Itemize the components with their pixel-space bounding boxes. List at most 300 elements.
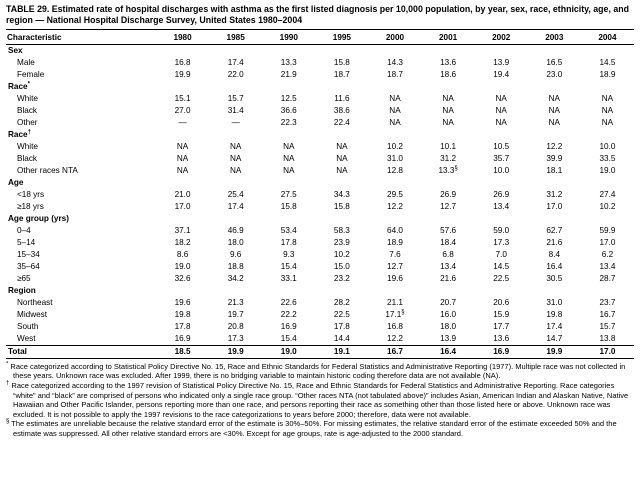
value-cell: NA <box>495 93 507 103</box>
data-row <box>6 273 634 285</box>
footnote-marker: * <box>6 361 9 368</box>
data-row <box>6 225 634 237</box>
value-cell <box>422 213 475 225</box>
value-cell: NA <box>283 165 295 175</box>
value-cell: 13.9 <box>440 333 457 343</box>
value-cell: 33.1 <box>280 273 297 283</box>
value-cell <box>368 129 421 141</box>
data-row <box>6 237 634 249</box>
value-cell: 10.2 <box>599 201 616 211</box>
value-cell: NA <box>601 117 614 127</box>
value-cell <box>368 285 421 297</box>
row-label: Black <box>17 153 38 163</box>
value-cell: 6.2 <box>601 249 614 259</box>
footnote-marker: § <box>401 309 405 316</box>
value-cell: 19.0 <box>262 345 315 358</box>
value-cell: 14.4 <box>333 333 350 343</box>
row-label: Sex <box>8 45 23 55</box>
row-label: 35–64 <box>17 261 40 271</box>
value-cell: 30.5 <box>546 273 563 283</box>
value-cell: 17.4 <box>546 321 563 331</box>
value-cell: 17.4 <box>227 201 244 211</box>
data-row <box>6 141 634 153</box>
row-label: White <box>17 141 38 151</box>
section-row <box>6 213 634 225</box>
row-label: 5–14 <box>17 237 36 247</box>
value-cell: 31.2 <box>440 153 457 163</box>
value-cell: 16.7 <box>368 345 421 358</box>
data-row <box>6 333 634 346</box>
value-cell: 8.4 <box>548 249 561 259</box>
value-cell <box>209 44 262 57</box>
value-cell: 18.7 <box>333 69 350 79</box>
value-cell: 29.5 <box>387 189 403 199</box>
data-row <box>6 57 634 69</box>
value-cell: 21.6 <box>440 273 457 283</box>
value-cell <box>581 81 634 93</box>
value-cell: 18.2 <box>174 237 191 247</box>
value-cell <box>368 44 421 57</box>
value-cell: 16.0 <box>440 309 457 319</box>
value-cell: 53.4 <box>280 225 297 235</box>
value-cell <box>315 177 368 189</box>
value-cell: 11.6 <box>334 93 350 103</box>
value-cell: 18.0 <box>227 237 244 247</box>
footnote: § The estimates are unreliable because the relative standard error of the estimate is 30%–50%. For missing estimates, the relative standard error of the estimate exceeded 50% and the estimate was suppressed. All other relative standard errors are <30%. Except for age groups, rate is age-adjusted to the 2000 standard. <box>6 418 617 438</box>
value-cell: NA <box>389 105 401 115</box>
table-title: TABLE 29. Estimated rate of hospital discharges with asthma as the first listed diagnosis per 10,000 population, by year, sex, race, ethnicity, age, and region — National Hospital Discharge Survey, United States 1980–2004 <box>6 4 634 30</box>
column-header-year: 1995 <box>315 31 368 45</box>
value-cell: 64.0 <box>387 225 403 235</box>
value-cell: 18.5 <box>156 345 209 358</box>
value-cell <box>475 213 528 225</box>
value-cell: NA <box>442 117 454 127</box>
value-cell: 25.4 <box>227 189 244 199</box>
footnote: † Race categorized according to the 1997 revision of Statistical Policy Directive No. 15, Race and Ethnic Standards for Federal Statistics and Administrative Reporting. Race categories “white” and “black” are comprised of persons who indicated only a single race group. “Other races NTA (not tabulated above)” includes Asian, American Indian and Alaskan Native, Native Hawaiian and Other Pacific Islander, persons reporting more than one race, and persons reporting their race as something other than those listed here or above. Unknown race was excluded. It is not possible to apply the 1997 revisions to the race categorizations to years before 2000; therefore, data were not available. <box>6 380 629 419</box>
value-cell: 16.4 <box>546 261 563 271</box>
value-cell: 17.1§ <box>385 309 405 319</box>
value-cell: 14.5 <box>599 57 616 67</box>
value-cell: 15.7 <box>227 93 244 103</box>
value-cell <box>581 177 634 189</box>
data-row <box>6 153 634 165</box>
value-cell: 18.4 <box>440 237 457 247</box>
value-cell <box>528 81 581 93</box>
value-cell: 37.1 <box>174 225 191 235</box>
row-label: Race† <box>8 129 31 139</box>
value-cell <box>209 177 262 189</box>
value-cell <box>156 177 209 189</box>
value-cell: 34.3 <box>333 189 350 199</box>
data-row <box>6 105 634 117</box>
value-cell <box>262 44 315 57</box>
column-header-year: 2002 <box>475 31 528 45</box>
value-cell: 12.2 <box>387 201 403 211</box>
value-cell: 13.3§ <box>438 165 458 175</box>
column-header-year: 2001 <box>422 31 475 45</box>
value-cell: 15.7 <box>599 321 616 331</box>
value-cell: 16.7 <box>599 309 616 319</box>
value-cell: 57.6 <box>440 225 457 235</box>
value-cell: 7.0 <box>495 249 507 259</box>
value-cell: NA <box>176 165 189 175</box>
value-cell: 16.8 <box>174 57 191 67</box>
data-row <box>6 297 634 309</box>
value-cell: 18.9 <box>387 237 403 247</box>
value-cell: NA <box>336 141 348 151</box>
value-cell <box>368 213 421 225</box>
row-label: West <box>17 333 36 343</box>
section-row <box>6 285 634 297</box>
value-cell: 27.4 <box>599 189 616 199</box>
value-cell: 14.3 <box>387 57 403 67</box>
value-cell: 7.6 <box>389 249 401 259</box>
value-cell: 19.8 <box>174 309 191 319</box>
value-cell <box>156 285 209 297</box>
value-cell: 17.7 <box>493 321 510 331</box>
value-cell: 22.0 <box>227 69 244 79</box>
value-cell: NA <box>283 153 295 163</box>
value-cell: 28.2 <box>333 297 350 307</box>
value-cell: NA <box>176 141 189 151</box>
value-cell: 13.4 <box>599 261 616 271</box>
value-cell: 20.7 <box>440 297 457 307</box>
value-cell: NA <box>176 153 189 163</box>
value-cell: NA <box>442 93 454 103</box>
data-row <box>6 117 634 129</box>
column-header-year: 2000 <box>368 31 421 45</box>
value-cell: 15.1 <box>174 93 191 103</box>
footnote-marker: † <box>27 129 31 136</box>
row-label: Other races NTA <box>17 165 78 175</box>
value-cell: 10.1 <box>440 141 457 151</box>
value-cell: 38.6 <box>333 105 350 115</box>
value-cell: 19.8 <box>546 309 563 319</box>
footnote: * Race categorized according to Statistical Policy Directive No. 15, Race and Ethnic Standards for Federal Statistics and Administrative Reporting (1977). Multiple race was not collected in these years. Unknown race was excluded. After 1999, there is no bridging variable to maintain historic coding therefore data are not available (NA). <box>6 361 626 381</box>
value-cell: 14.7 <box>546 333 563 343</box>
value-cell: 23.2 <box>333 273 350 283</box>
footnote-marker: § <box>454 165 458 172</box>
value-cell: 17.4 <box>227 57 244 67</box>
value-cell <box>528 177 581 189</box>
value-cell: 15.9 <box>493 309 510 319</box>
value-cell: 15.0 <box>333 261 350 271</box>
footnotes <box>6 362 634 439</box>
value-cell: 22.5 <box>333 309 350 319</box>
column-header-year: 1980 <box>156 31 209 45</box>
value-cell: 31.0 <box>546 297 563 307</box>
value-cell: 14.5 <box>493 261 510 271</box>
value-cell: 10.0 <box>599 141 616 151</box>
value-cell: 33.5 <box>599 153 616 163</box>
value-cell: 17.3 <box>493 237 510 247</box>
value-cell: 15.4 <box>280 261 297 271</box>
value-cell: 10.0 <box>493 165 510 175</box>
value-cell: 18.1 <box>546 165 563 175</box>
value-cell <box>156 129 209 141</box>
value-cell: — <box>178 117 187 127</box>
footnote-marker: † <box>6 380 10 387</box>
value-cell: 19.6 <box>387 273 403 283</box>
row-label: Northeast <box>17 297 53 307</box>
value-cell: 59.0 <box>493 225 510 235</box>
value-cell: NA <box>229 153 242 163</box>
value-cell: NA <box>389 93 401 103</box>
row-label: ≥18 yrs <box>17 201 44 211</box>
section-row <box>6 177 634 189</box>
value-cell <box>209 129 262 141</box>
value-cell: NA <box>336 165 348 175</box>
value-cell: 19.9 <box>174 69 191 79</box>
value-cell: 31.0 <box>387 153 403 163</box>
value-cell: 9.6 <box>229 249 242 259</box>
row-label: 0–4 <box>17 225 31 235</box>
value-cell: 12.2 <box>546 141 563 151</box>
value-cell <box>156 213 209 225</box>
value-cell <box>209 213 262 225</box>
value-cell <box>262 213 315 225</box>
value-cell: 31.2 <box>546 189 563 199</box>
value-cell: 13.3 <box>280 57 297 67</box>
value-cell: 17.8 <box>280 237 297 247</box>
value-cell: 62.7 <box>546 225 563 235</box>
value-cell <box>528 285 581 297</box>
header-row <box>6 31 634 45</box>
table-body <box>6 44 634 358</box>
value-cell: 26.9 <box>493 189 510 199</box>
column-header-year: 1985 <box>209 31 262 45</box>
value-cell <box>422 81 475 93</box>
value-cell <box>156 81 209 93</box>
value-cell: NA <box>283 141 295 151</box>
value-cell <box>422 44 475 57</box>
value-cell: 21.1 <box>387 297 403 307</box>
value-cell <box>315 213 368 225</box>
value-cell <box>475 285 528 297</box>
value-cell: 16.9 <box>475 345 528 358</box>
value-cell: 20.6 <box>493 297 510 307</box>
value-cell: 21.9 <box>280 69 297 79</box>
value-cell: 19.1 <box>315 345 368 358</box>
value-cell <box>422 177 475 189</box>
value-cell <box>475 81 528 93</box>
value-cell: 8.6 <box>176 249 189 259</box>
value-cell <box>262 177 315 189</box>
value-cell: 27.0 <box>174 105 191 115</box>
value-cell: 22.6 <box>280 297 297 307</box>
value-cell: NA <box>548 93 560 103</box>
row-label: Region <box>8 285 36 295</box>
value-cell: NA <box>495 105 507 115</box>
data-row <box>6 93 634 105</box>
value-cell: 19.4 <box>493 69 510 79</box>
value-cell <box>528 129 581 141</box>
value-cell <box>581 44 634 57</box>
value-cell <box>315 81 368 93</box>
value-cell: 13.4 <box>440 261 457 271</box>
value-cell: 28.7 <box>599 273 616 283</box>
value-cell: 13.8 <box>599 333 616 343</box>
value-cell <box>315 44 368 57</box>
value-cell: 13.6 <box>440 57 457 67</box>
value-cell: 17.8 <box>333 321 350 331</box>
value-cell: 26.9 <box>440 189 457 199</box>
data-row <box>6 201 634 213</box>
value-cell <box>156 44 209 57</box>
row-label: South <box>17 321 39 331</box>
section-row <box>6 81 634 93</box>
value-cell: NA <box>229 141 242 151</box>
value-cell: 9.3 <box>283 249 295 259</box>
value-cell: 15.8 <box>333 201 350 211</box>
row-label: <18 yrs <box>17 189 45 199</box>
value-cell: 19.9 <box>209 345 262 358</box>
row-label: Total <box>6 345 156 358</box>
value-cell <box>475 129 528 141</box>
value-cell: 6.8 <box>442 249 454 259</box>
value-cell <box>528 44 581 57</box>
row-label: Midwest <box>17 309 48 319</box>
value-cell <box>262 285 315 297</box>
value-cell: NA <box>601 105 614 115</box>
data-row <box>6 165 634 177</box>
value-cell: 21.3 <box>227 297 244 307</box>
value-cell <box>315 285 368 297</box>
row-label: Female <box>17 69 45 79</box>
value-cell <box>262 81 315 93</box>
value-cell: 20.8 <box>227 321 244 331</box>
value-cell: NA <box>601 93 614 103</box>
value-cell: 10.5 <box>493 141 510 151</box>
value-cell <box>581 213 634 225</box>
value-cell: 36.6 <box>280 105 297 115</box>
value-cell: 19.9 <box>528 345 581 358</box>
table-head <box>6 31 634 45</box>
value-cell <box>262 129 315 141</box>
value-cell: 16.9 <box>280 321 297 331</box>
row-label: ≥65 <box>17 273 31 283</box>
data-row <box>6 321 634 333</box>
value-cell: 17.0 <box>599 237 616 247</box>
value-cell: 13.9 <box>493 57 510 67</box>
value-cell: NA <box>548 117 560 127</box>
value-cell: 18.9 <box>599 69 616 79</box>
row-label: White <box>17 93 38 103</box>
value-cell: NA <box>229 165 242 175</box>
row-label: Age <box>8 177 24 187</box>
value-cell: 23.7 <box>599 297 616 307</box>
value-cell: 22.5 <box>493 273 510 283</box>
value-cell: 22.3 <box>280 117 297 127</box>
value-cell: 39.9 <box>546 153 563 163</box>
value-cell: 27.5 <box>280 189 297 199</box>
value-cell <box>581 129 634 141</box>
data-row <box>6 261 634 273</box>
value-cell: 19.7 <box>227 309 244 319</box>
value-cell: 18.7 <box>387 69 403 79</box>
section-row <box>6 129 634 141</box>
value-cell: 46.9 <box>227 225 244 235</box>
value-cell: NA <box>442 105 454 115</box>
value-cell <box>209 81 262 93</box>
column-header-characteristic: Characteristic <box>6 31 156 45</box>
value-cell: NA <box>336 153 348 163</box>
data-row <box>6 249 634 261</box>
value-cell: 18.8 <box>227 261 244 271</box>
value-cell: 15.8 <box>280 201 297 211</box>
value-cell: NA <box>548 105 560 115</box>
value-cell: 23.9 <box>333 237 350 247</box>
value-cell <box>475 177 528 189</box>
value-cell: 23.0 <box>546 69 563 79</box>
value-cell: 31.4 <box>227 105 244 115</box>
row-label: Race* <box>8 81 30 91</box>
data-row <box>6 69 634 81</box>
section-row <box>6 44 634 57</box>
column-header-year: 2003 <box>528 31 581 45</box>
value-cell: 15.8 <box>333 57 350 67</box>
value-cell: 13.6 <box>493 333 510 343</box>
value-cell: 18.6 <box>440 69 457 79</box>
value-cell: 16.5 <box>546 57 563 67</box>
total-row <box>6 345 634 358</box>
value-cell: 21.6 <box>546 237 563 247</box>
value-cell: 35.7 <box>493 153 510 163</box>
row-label: Black <box>17 105 38 115</box>
row-label: Other <box>17 117 38 127</box>
data-row <box>6 309 634 321</box>
value-cell: 16.9 <box>174 333 191 343</box>
value-cell <box>368 81 421 93</box>
value-cell: 19.0 <box>599 165 616 175</box>
row-label: Male <box>17 57 35 67</box>
value-cell: 16.4 <box>422 345 475 358</box>
value-cell <box>368 177 421 189</box>
column-header-year: 2004 <box>581 31 634 45</box>
value-cell: 17.0 <box>174 201 191 211</box>
value-cell: 32.6 <box>174 273 191 283</box>
value-cell: NA <box>389 117 401 127</box>
value-cell: 22.4 <box>333 117 350 127</box>
value-cell: 18.0 <box>440 321 457 331</box>
value-cell: 34.2 <box>227 273 244 283</box>
value-cell <box>528 213 581 225</box>
value-cell: 10.2 <box>333 249 350 259</box>
value-cell <box>422 129 475 141</box>
value-cell: — <box>231 117 240 127</box>
value-cell: 10.2 <box>387 141 403 151</box>
value-cell: 15.4 <box>280 333 297 343</box>
value-cell: NA <box>495 117 507 127</box>
row-label: Age group (yrs) <box>8 213 69 223</box>
value-cell: 21.0 <box>174 189 191 199</box>
discharge-rate-table <box>6 31 634 359</box>
value-cell: 12.5 <box>280 93 297 103</box>
data-row <box>6 189 634 201</box>
value-cell: 17.8 <box>174 321 191 331</box>
value-cell: 17.0 <box>546 201 563 211</box>
value-cell: 13.4 <box>493 201 510 211</box>
value-cell: 59.9 <box>599 225 616 235</box>
value-cell: 19.0 <box>174 261 191 271</box>
value-cell: 16.8 <box>387 321 403 331</box>
footnote-marker: § <box>6 418 10 425</box>
value-cell <box>581 285 634 297</box>
value-cell: 58.3 <box>333 225 350 235</box>
value-cell: 12.2 <box>387 333 403 343</box>
row-label: 15–34 <box>17 249 40 259</box>
value-cell: 22.2 <box>280 309 297 319</box>
